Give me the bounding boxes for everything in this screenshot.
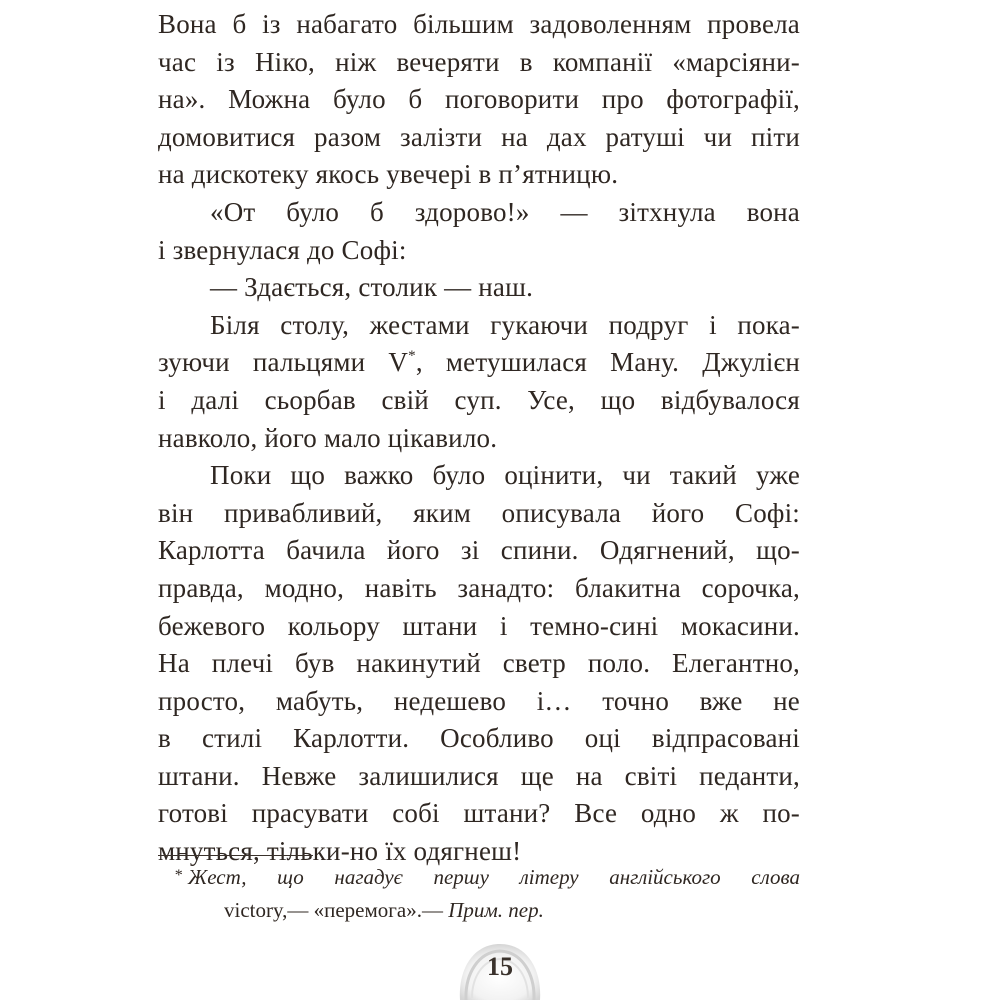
text-line: Поки що важко було оцінити, чи такий уже — [210, 460, 800, 491]
text-line: бежевого кольору штани і темно-сині мокасини. — [158, 610, 800, 641]
text-line: «От було б здорово!» — зітхнула вона — [210, 196, 800, 227]
text-line: готові прасувати собі штани? Все одно ж по- — [158, 798, 800, 829]
footnote-text: victory,— «перемога».— — [224, 898, 449, 922]
text-line: домовитися разом залізти на дах ратуші чи піти — [158, 121, 800, 152]
text-line: штани. Невже залишилися ще на світі педанти, — [158, 760, 800, 791]
footnote-mark: * — [408, 348, 416, 365]
text-line: навколо, його мало цікавило. — [158, 422, 498, 453]
footnote-divider — [158, 855, 313, 856]
text-line: Вона б із набагато більшим задоволенням провела — [158, 9, 800, 39]
main-text — [158, 6, 800, 871]
footnote-line — [158, 858, 800, 893]
text-line-with-footnote-mark — [158, 344, 800, 382]
text-fragment: , метушилася Ману. Джулієн — [415, 347, 800, 378]
text-line: він привабливий, яким описувала його Софі: — [158, 497, 800, 528]
text-line: Карлотта бачила його зі спини. Одягнений, що- — [158, 535, 800, 566]
footnote — [158, 858, 800, 928]
text-line: в стилі Карлотти. Особливо оці відпрасовані — [158, 723, 800, 754]
page-number-badge — [452, 938, 548, 1000]
text-line: правда, модно, навіть занадто: блакитна сорочка, — [158, 572, 800, 603]
dialogue-line: — Здається, столик — наш. — [210, 272, 534, 303]
text-line: і звернулася до Софі: — [158, 234, 407, 265]
text-line: Біля столу, жестами гукаючи подруг і пока- — [210, 309, 800, 340]
footnote-star: * — [174, 867, 182, 884]
text-line: На плечі був накинутий светр поло. Елегантно, — [158, 648, 800, 679]
text-line: на». Можна було б поговорити про фотографії, — [158, 84, 800, 115]
text-line: час із Ніко, ніж вечеряти в компанії «марсіяни- — [158, 46, 800, 77]
text-line: мнуться, тільки-но їх одягнеш! — [158, 836, 522, 867]
footnote-abbreviation: Прим. пер. — [448, 898, 544, 922]
text-fragment: зуючи пальцями V — [158, 347, 409, 378]
text-line: просто, мабуть, недешево і… точно вже не — [158, 685, 800, 716]
text-line: на дискотеку якось увечері в п’ятницю. — [158, 159, 619, 190]
footnote-text: Жест, що нагадує першу літеру англійського слова — [188, 865, 800, 889]
page-number: 15 — [487, 952, 513, 981]
footnote-line — [158, 893, 800, 928]
text-line: і далі сьорбав свій суп. Усе, що відбувалося — [158, 384, 800, 415]
